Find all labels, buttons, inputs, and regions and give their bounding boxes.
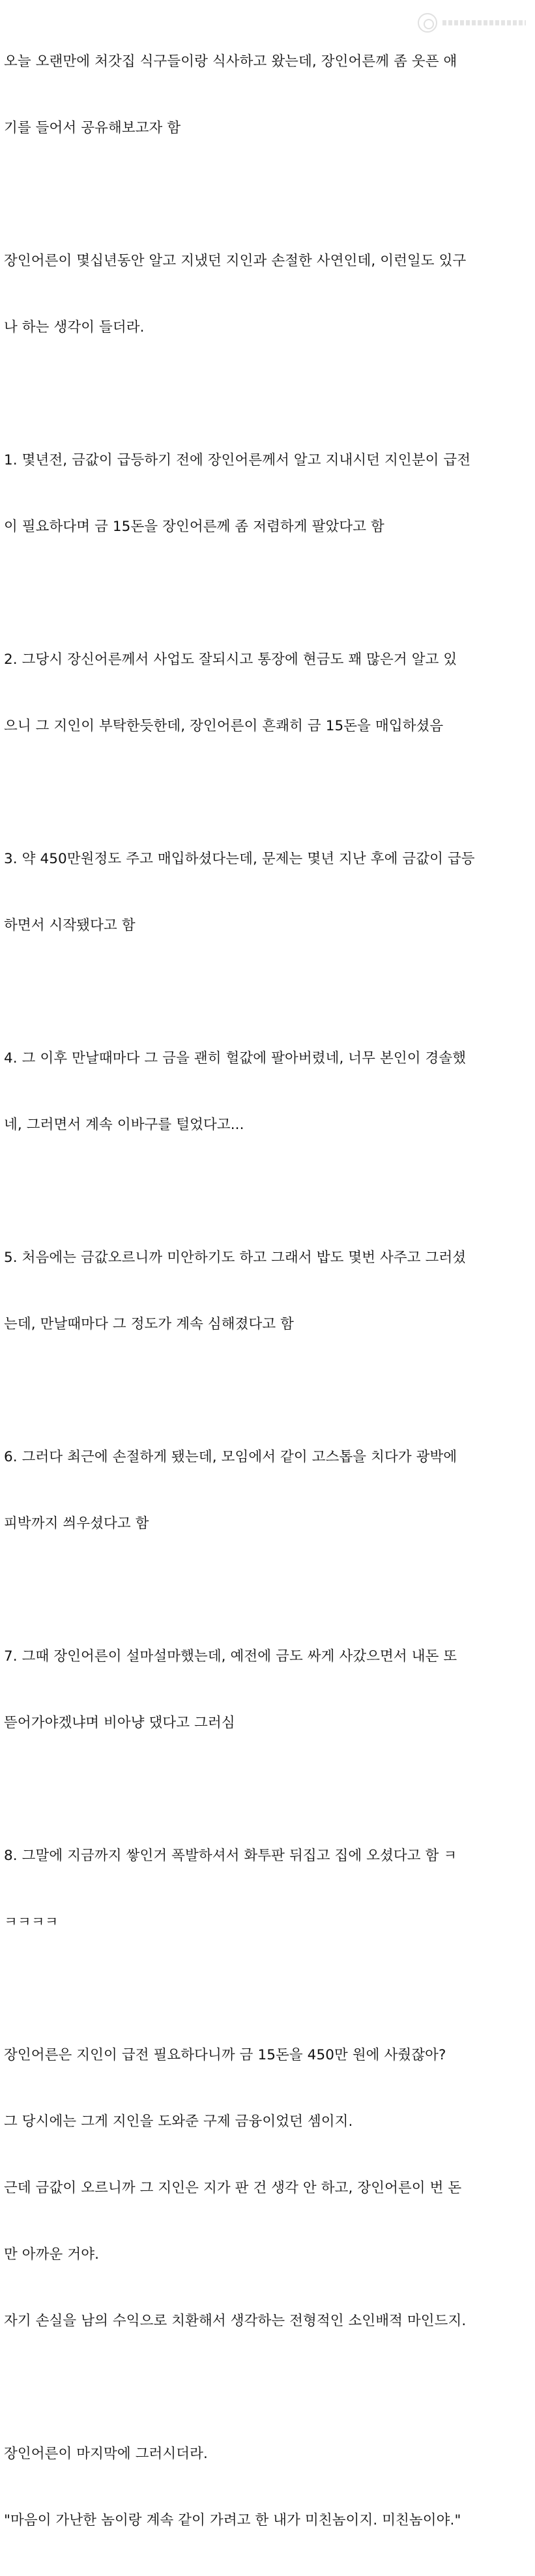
list-item-3-line-2: 하면서 시작됐다고 함 [4, 917, 136, 934]
closing-paragraph [4, 2399, 534, 2576]
list-item-3-line-1: 3. 약 450만원정도 주고 매입하셨다는데, 문제는 몇년 지난 후에 금값이 급등 [4, 851, 475, 867]
commentary-line-1: 장인어른은 지인이 급전 필요하다니까 금 15돈을 450만 원에 사줬잖아? [4, 2047, 446, 2063]
list-item-1 [4, 405, 534, 582]
list-item-5-line-2: 는데, 만날때마다 그 정도가 계속 심해졌다고 함 [4, 1316, 295, 1332]
context-paragraph [4, 206, 534, 383]
list-item-4-line-2: 네, 그러면서 계속 이바구를 털었다고... [4, 1117, 244, 1133]
list-item-6 [4, 1402, 534, 1579]
closing-line-1: 장인어른이 마지막에 그러시더라. [4, 2446, 208, 2462]
list-item-8-line-1: 8. 그말에 지금까지 쌓인거 폭발하셔서 화투판 뒤집고 집에 오셨다고 함 ㅋ [4, 1848, 457, 1864]
context-line-1: 장인어른이 몇십년동안 알고 지냈던 지인과 손절한 사연인데, 이런일도 있구 [4, 253, 467, 269]
list-item-8 [4, 1801, 534, 1978]
list-item-6-line-2: 피박까지 씌우셨다고 함 [4, 1515, 149, 1532]
list-item-2 [4, 605, 534, 782]
closing-line-2: "마음이 가난한 놈이랑 계속 같이 가려고 한 내가 미친놈이지. 미친놈이야." [4, 2512, 461, 2528]
context-line-2: 나 하는 생각이 들더라. [4, 319, 145, 336]
list-item-7-line-1: 7. 그때 장인어른이 설마설마했는데, 예전에 금도 싸게 사갔으면서 내돈 또 [4, 1648, 457, 1665]
list-item-4-line-1: 4. 그 이후 만날때마다 그 금을 괜히 헐값에 팔아버렸네, 너무 본인이 경솔했 [4, 1050, 467, 1066]
list-item-2-line-1: 2. 그당시 장신어른께서 사업도 잘되시고 통장에 현금도 꽤 많은거 알고 있 [4, 651, 457, 668]
list-item-5-line-1: 5. 처음에는 금값오르니까 미안하기도 하고 그래서 밥도 몇번 사주고 그러셨 [4, 1250, 467, 1266]
commentary-line-4: 만 아까운 거야. [4, 2246, 100, 2263]
list-item-4 [4, 1003, 534, 1181]
commentary-line-2: 그 당시에는 그게 지인을 도와준 구제 금융이었던 셈이지. [4, 2113, 353, 2130]
list-item-1-line-1: 1. 몇년전, 금값이 급등하기 전에 장인어른께서 알고 지내시던 지인분이 급전 [4, 452, 471, 468]
list-item-7-line-2: 뜯어가야겠냐며 비아냥 댔다고 그러심 [4, 1715, 235, 1731]
commentary-paragraph [4, 2000, 534, 2377]
intro-line-1: 오늘 오랜만에 처갓집 식구들이랑 식사하고 왔는데, 장인어른께 좀 웃픈 얘 [4, 53, 457, 70]
list-item-5 [4, 1203, 534, 1380]
intro-line-2: 기를 들어서 공유해보고자 함 [4, 120, 181, 136]
list-item-6-line-1: 6. 그러다 최근에 손절하게 됐는데, 모임에서 같이 고스톱을 치다가 광박에 [4, 1449, 457, 1465]
list-item-7 [4, 1601, 534, 1779]
commentary-line-5: 자기 손실을 남의 수익으로 치환해서 생각하는 전형적인 소인배적 마인드지. [4, 2313, 467, 2329]
list-item-2-line-2: 으니 그 지인이 부탁한듯한데, 장인어른이 흔쾌히 금 15돈을 매입하셨음 [4, 718, 444, 734]
intro-paragraph [4, 7, 534, 184]
list-item-8-line-2: ㅋㅋㅋㅋ [4, 1914, 59, 1930]
list-item-3 [4, 804, 534, 981]
commentary-line-3: 근데 금값이 오르니까 그 지인은 지가 판 건 생각 안 하고, 장인어른이 번 돈 [4, 2180, 462, 2196]
list-item-1-line-2: 이 필요하다며 금 15돈을 장인어른께 좀 저렴하게 팔았다고 함 [4, 519, 384, 535]
